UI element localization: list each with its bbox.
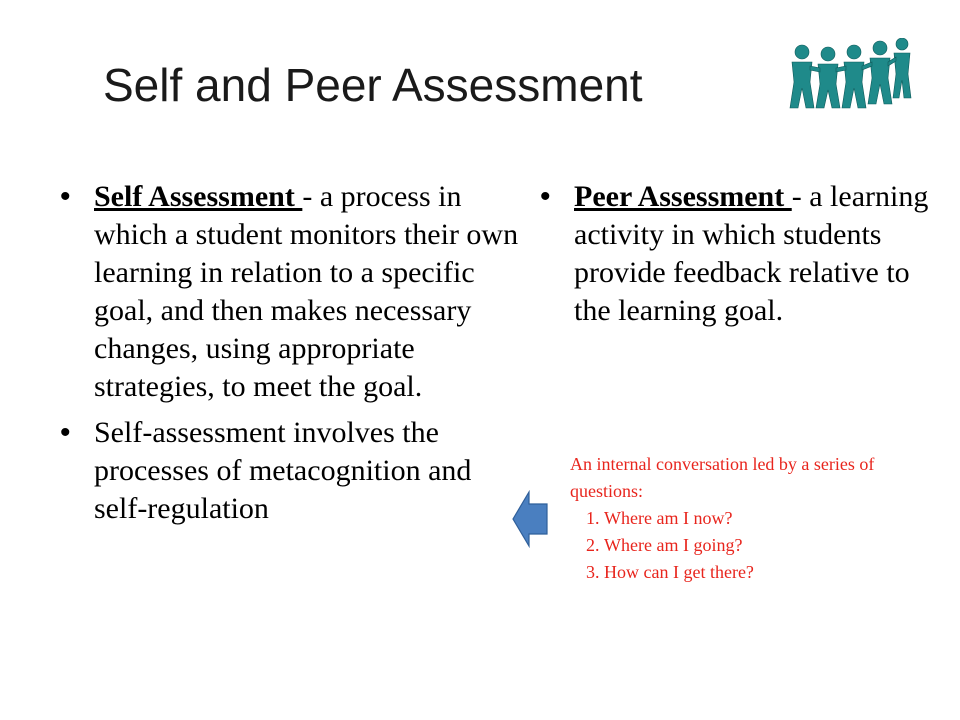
question-item: 2. Where am I going? (604, 532, 930, 559)
question-item: 3. How can I get there? (604, 559, 930, 586)
self-assessment-term: Self Assessment (94, 180, 303, 213)
peer-assessment-term: Peer Assessment (574, 180, 792, 213)
people-holding-hands-icon (786, 38, 912, 114)
peer-assessment-bullet (540, 178, 930, 330)
note-intro: An internal conversation led by a series of questions: (570, 454, 875, 501)
self-assessment-list (60, 178, 520, 536)
peer-assessment-list (540, 178, 930, 338)
self-assessment-processes-text: Self-assessment involves the processes of metacognition and self-regulation (94, 416, 472, 525)
question-list (570, 505, 930, 586)
self-assessment-processes-bullet (60, 414, 520, 528)
left-arrow-icon (512, 490, 548, 548)
peer-assessment-definition: - a learning activity in which students provide feedback relative to the learning goal. (574, 180, 929, 327)
slide-title: Self and Peer Assessment (103, 59, 643, 111)
question-item: 1. Where am I now? (604, 505, 930, 532)
internal-conversation-note (570, 451, 930, 586)
self-assessment-definition: - a process in which a student monitors their own learning in relation to a specific goal, and then makes necessary changes, using appropriate strategies, to meet the goal. (94, 180, 519, 403)
self-assessment-bullet (60, 178, 520, 406)
